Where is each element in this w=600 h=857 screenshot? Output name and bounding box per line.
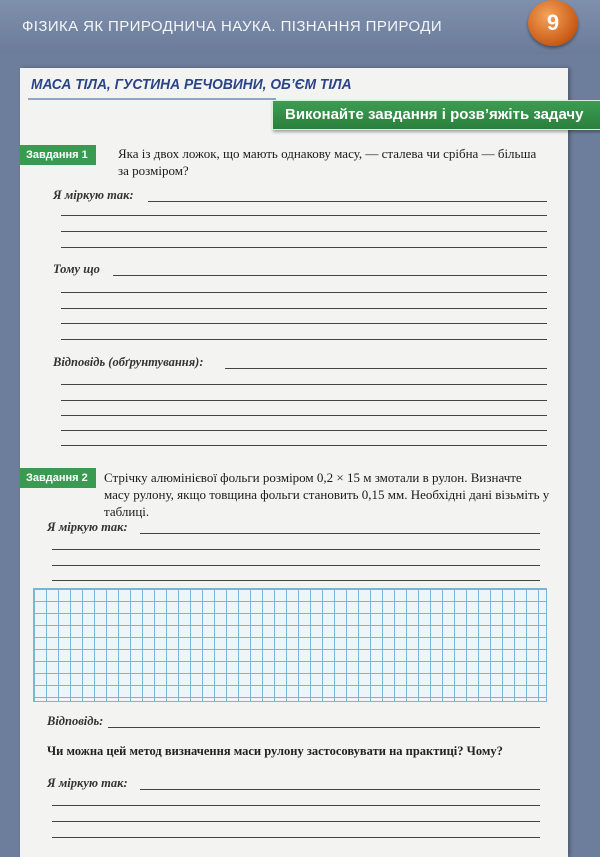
task-2-tab: Завдання 2 [20,468,96,488]
answer-line[interactable] [52,821,540,822]
task-1-reasoning-label: Я міркую так: [53,188,134,202]
answer-line[interactable] [61,445,547,446]
task-2-reasoning-label-2: Я міркую так: [47,776,128,790]
answer-line[interactable] [52,565,540,566]
page-number-badge: 9 [528,0,578,46]
answer-line[interactable] [61,400,547,401]
answer-line[interactable] [52,805,540,806]
task-2-answer-label: Відповідь: [47,714,104,728]
task-2-text: Стрічку алюмінієвої фольги розміром 0,2 × 15 м змотали в рулон. Визначте масу рулону, якщо товщина фольги становить 0,15 мм. Необхідні дані візьміть у таблиці. [104,470,550,519]
task-2-question: Чи можна цей метод визначення маси рулону застосовувати на практиці? Чому? [47,744,503,758]
answer-line[interactable] [148,201,547,202]
answer-line[interactable] [61,247,547,248]
section-title: МАСА ТІЛА, ГУСТИНА РЕЧОВИНИ, ОБ’ЄМ ТІЛА [31,76,352,93]
answer-line[interactable] [61,323,547,324]
answer-line[interactable] [52,580,540,581]
task-1-because-label: Тому що [53,262,100,276]
answer-line[interactable] [61,308,547,309]
answer-line[interactable] [61,231,547,232]
answer-line[interactable] [108,727,540,728]
task-2-reasoning-label: Я міркую так: [47,520,128,534]
task-1-answer-label: Відповідь (обґрунтування): [53,355,204,369]
chapter-title: ФІЗИКА ЯК ПРИРОДНИЧА НАУКА. ПІЗНАННЯ ПРИРОДИ [22,18,442,35]
answer-line[interactable] [61,292,547,293]
answer-line[interactable] [140,533,540,534]
answer-line[interactable] [61,215,547,216]
answer-line[interactable] [52,837,540,838]
title-underline [28,98,276,100]
answer-line[interactable] [140,789,540,790]
graph-paper-grid[interactable] [33,588,547,702]
task-1-tab: Завдання 1 [20,145,96,165]
instruction-banner-text: Виконайте завдання і розв’яжіть задачу [285,106,584,123]
header-bar [0,0,600,54]
task-1-text: Яка із двох ложок, що мають однакову масу, — сталева чи срібна — більша за розміром? [118,146,537,178]
answer-line[interactable] [113,275,547,276]
answer-line[interactable] [52,549,540,550]
answer-line[interactable] [225,368,547,369]
answer-line[interactable] [61,384,547,385]
answer-line[interactable] [61,339,547,340]
answer-line[interactable] [61,430,547,431]
worksheet-page [20,68,584,857]
instruction-banner [272,100,600,130]
answer-line[interactable] [61,415,547,416]
